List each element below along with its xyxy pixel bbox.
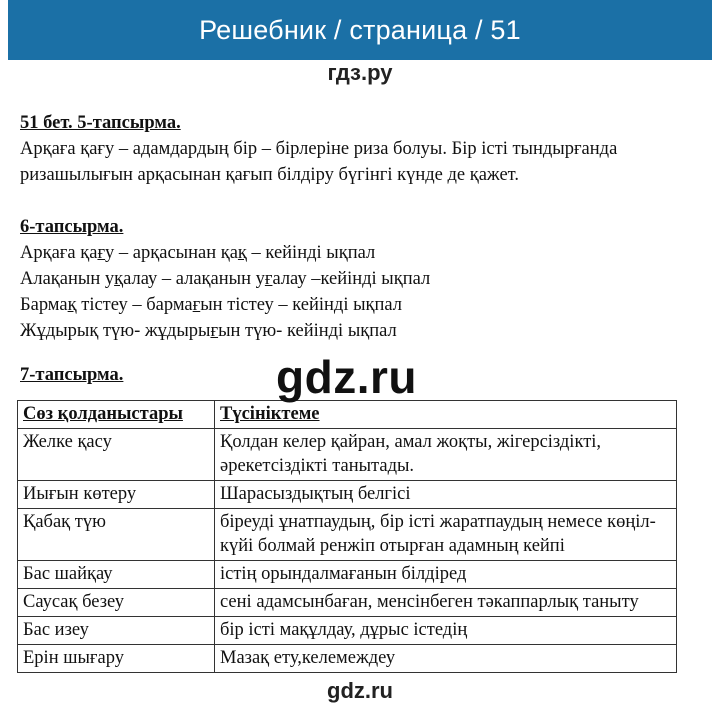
meaning-cell: Қолдан келер қайран, амал жоқты, жігерсіздікті, әрекетсіздікті танытады. [215, 429, 677, 481]
table-row [18, 509, 677, 561]
table-row [18, 561, 677, 589]
meaning-cell: Шарасыздықтың белгісі [215, 481, 677, 509]
term-cell: Саусақ безеу [18, 589, 215, 617]
column-header-meaning: Түсініктеме [215, 401, 677, 429]
watermark-middle: gdz.ru [276, 351, 417, 403]
page-header [8, 0, 712, 60]
meaning-cell: бір істі мақұлдау, дұрыс істедің [215, 617, 677, 645]
term-cell: Бас изеу [18, 617, 215, 645]
term-cell: Қабақ түю [18, 509, 215, 561]
meaning-cell: біреуді ұнатпаудың, бір істі жаратпаудың немесе көңіл- күйі болмай ренжіп отырған адамның кейпі [215, 509, 677, 561]
meaning-cell: сені адамсынбаған, менсінбеген тәкаппарлық таныту [215, 589, 677, 617]
task5-line-1: Арқаға қағу – адамдардың бір – бірлеріне риза болуы. Бір істі тындырғанда [20, 139, 618, 159]
table-row [18, 429, 677, 481]
table-row [18, 481, 677, 509]
task7-heading: 7-тапсырма. [20, 365, 124, 385]
term-cell: Ерін шығару [18, 645, 215, 673]
watermark-top: гдз.ру [327, 60, 393, 85]
table-row [18, 617, 677, 645]
document-body [20, 110, 700, 388]
table-row [18, 645, 677, 673]
task6-heading: 6-тапсырма. [20, 217, 124, 237]
task6-line-4: Жұдырық түю- жұдырығын түю- кейінді ықпал [20, 321, 397, 341]
term-cell: Бас шайқау [18, 561, 215, 589]
table-row [18, 589, 677, 617]
term-cell: Иығын көтеру [18, 481, 215, 509]
task5-heading: 51 бет. 5-тапсырма. [20, 113, 181, 133]
task7-table [17, 400, 677, 673]
task6-line-3: Бармақ тістеу – бармағын тістеу – кейінді ықпал [20, 295, 403, 315]
meaning-cell: істің орындалмағанын білдіред [215, 561, 677, 589]
meaning-cell: Мазақ ету,келемеждеу [215, 645, 677, 673]
table-header-row [18, 401, 677, 429]
task6-line-1: Арқаға қағу – арқасынан қақ – кейінді ықпал [20, 243, 376, 263]
column-header-term: Сөз қолданыстары [18, 401, 215, 429]
header-title: Решебник / страница / 51 [199, 14, 521, 45]
watermark-bottom: gdz.ru [327, 678, 393, 703]
task5-line-2: ризашылығын арқасынан қағып білдіру бүгінгі күнде де қажет. [20, 165, 519, 185]
task6-line-2: Алақанын уқалау – алақанын уғалау –кейінді ықпал [20, 269, 431, 289]
term-cell: Желке қасу [18, 429, 215, 481]
